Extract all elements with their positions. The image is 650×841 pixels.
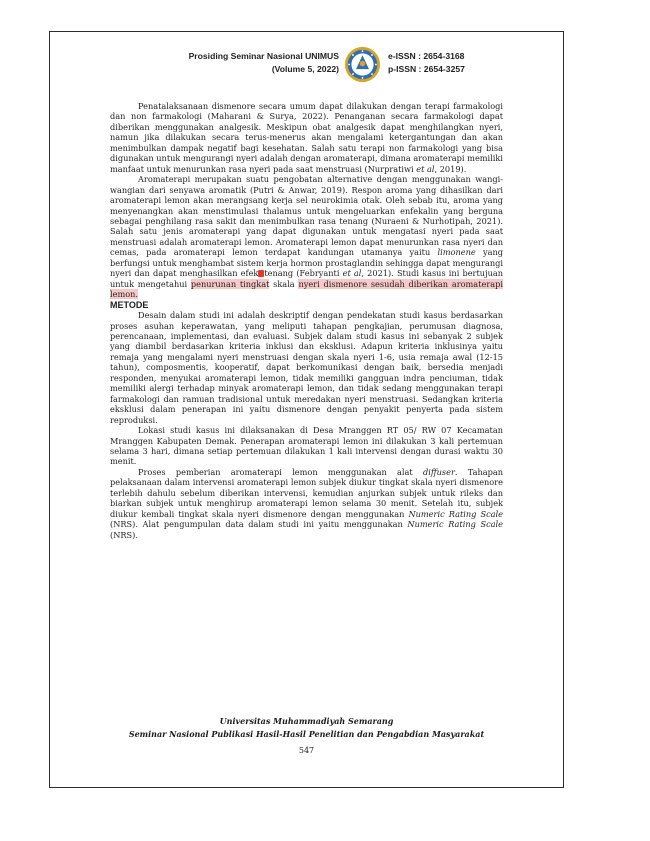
header-right: [388, 50, 518, 76]
page-footer: [50, 715, 563, 759]
section-title: METODE: [110, 299, 149, 310]
method-paragraph-2: Lokasi studi kasus ini dilaksanakan di Desa Mranggen RT 05/ RW 07 Kecamatan Mranggen Kabupaten Demak. Penerapan aromaterapi lemon ini dilakukan 3 kali pertemuan selama 3 hari, dimana setiap pertemuan dilakukan 1 kali intervensi dengan durasi waktu 30 menit.: [110, 425, 503, 467]
unimus-seal-icon: [344, 46, 381, 83]
footer-university: Universitas Muhammadiyah Semarang: [219, 716, 394, 726]
highlight-1[interactable]: penurunan tingkat: [190, 278, 270, 289]
eissn-label: e-ISSN : 2654-3168: [388, 51, 465, 61]
method-paragraph-1: Desain dalam studi ini adalah deskriptif dengan pendekatan studi kasus berdasarkan proses asuhan keperawatan, yang meliputi tahapan pengkajian, perumusan diagnosa, perencanaan, implementasi, dan evaluasi. Subjek dalam studi kasus ini sebanyak 2 subjek yang diambil berdasarkan kriteria inklusi dan eksklusi. Adapun kriteria inklusinya yaitu remaja yang mengalami nyeri menstruasi dengan skala nyeri 1-6, usia remaja awal (12-15 tahun), composmentis, kooperatif, dapat berkomunikasi dengan baik, bersedia menjadi responden, menyukai aromaterapi lemon, tidak memiliki gangguan indra penciuman, tidak memiliki alergi terhadap minyak aromaterapi lemon, dan tidak sedang menggunakan terapi farmakologi dan ramuan tradisional untuk meredakan nyeri menstruasi. Sedangkan kriteria eksklusi dalam penerapan ini yaitu dismenore dengan penyakit penyerta pada sistem reproduksi.: [110, 310, 503, 425]
highlight-2[interactable]: nyeri dismenore sesudah diberikan aromaterapi lemon.: [110, 278, 503, 300]
proceeding-title: Prosiding Seminar Nasional UNIMUS: [188, 51, 339, 61]
volume-label: (Volume 5, 2022): [271, 64, 339, 74]
page-number: 547: [298, 746, 315, 755]
method-paragraph-3: Proses pemberian aromaterapi lemon menggunakan alat diffuser. Tahapan pelaksanaan dalam intervensi aromaterapi lemon subjek diukur tingkat skala nyeri dismenore terlebih dahulu sebelum diberikan intervensi, kemudian anjurkan subjek untuk rileks dan biarkan subjek untuk menghirup aromaterapi lemon selama 30 menit. Setelah itu, subjek diukur kembali tingkat skala nyeri dismenore dengan menggunakan Numeric Rating Scale (NRS). Alat pengumpulan data dalam studi ini yaitu menggunakan Numeric Rating Scale (NRS).: [110, 466, 503, 540]
header-left: [174, 50, 339, 76]
paragraph-2: Aromaterapi merupakan suatu pengobatan alternative dengan menggunakan wangi-wangian dari senyawa aromatik (Putri & Anwar, 2019). Respon aroma yang dihasilkan dari aromaterapi lemon akan merangsang kerja sel neurokimia otak. Oleh sebab itu, aroma yang menyenangkan akan menstimulasi thalamus untuk mengeluarkan enfekalin yang berguna sebagai penghilang rasa sakit dan menimbulkan rasa tenang (Nuraeni & Nurhotipah, 2021). Salah satu jenis aromaterapi yang dapat digunakan untuk mengatasi nyeri pada saat menstruasi adalah aromaterapi lemon. Aromaterapi lemon dapat menurunkan rasa nyeri dan cemas, pada aromaterapi lemon terdapat kandungan utamanya yaitu limonene yang berfungsi untuk menghambat sistem kerja hormon prostaglandin sehingga dapat mengurangi nyeri dan dapat menghasilkan efek tenang (Febryanti et al, 2021). Studi kasus ini bertujuan untuk mengetahui penurunan tingkat skala nyeri dismenore sesudah diberikan aromaterapi lemon.: [110, 174, 504, 300]
document-page: [49, 31, 564, 788]
paragraph-1: Penatalaksanaan dismenore secara umum dapat dilakukan dengan terapi farmakologi dan non farmakologi (Maharani & Surya, 2022). Penanganan secara farmakologi dapat diberikan menggunakan analgesik. Meskipun obat analgesik dapat menghilangkan nyeri, namun jika dilakukan secara terus-menerus akan mengalami ketergantungan dan akan menimbulkan dampak negatif bagi kesehatan. Salah satu terapi non farmakologi yang bisa digunakan untuk mengurangi nyeri adalah dengan aromaterapi, dimana aromaterapi memiliki manfaat untuk menurunkan rasa nyeri pada saat menstruasi (Nurpratiwi et al, 2019).: [110, 101, 503, 174]
footer-seminar: Seminar Nasional Publikasi Hasil-Hasil Penelitian dan Pengabdian Masyarakat: [128, 729, 485, 739]
body-text: [110, 101, 503, 540]
pissn-label: p-ISSN : 2654-3257: [388, 64, 465, 74]
page-header: [50, 46, 563, 86]
